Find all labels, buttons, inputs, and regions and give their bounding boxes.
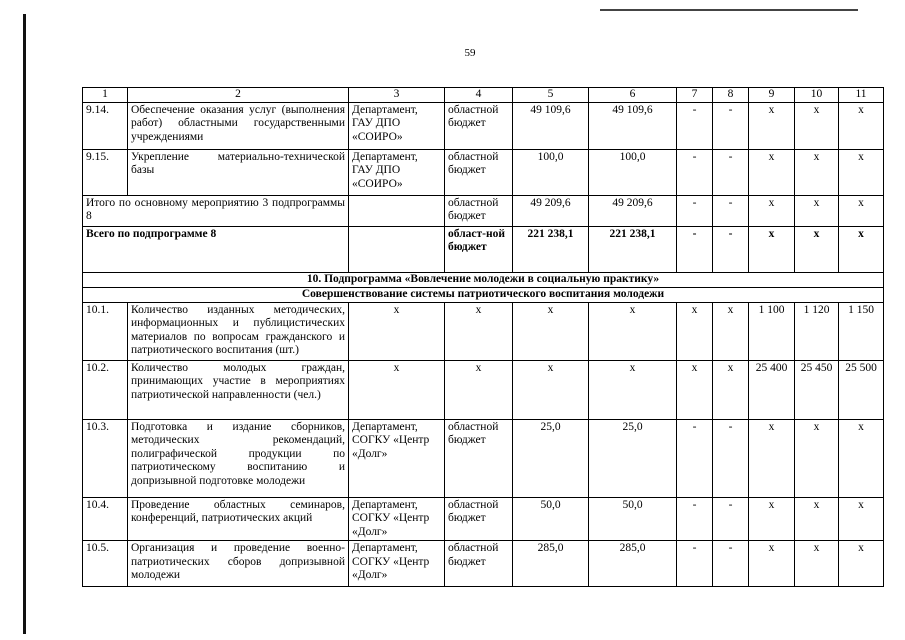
row-source: областной бюджет — [445, 497, 513, 541]
total-name: Итого по основному мероприятию 3 подпрограммы 8 — [83, 195, 349, 226]
row-executor: x — [349, 360, 445, 419]
row-value-10: 25 450 — [795, 360, 839, 419]
total-row — [83, 226, 884, 272]
row-name: Подготовка и издание сборников, методических рекомендаций, полиграфической продукции по патриотическому воспитанию и допризывной подготовке молодежи — [128, 419, 349, 497]
row-executor: Департамент, СОГКУ «Центр «Долг» — [349, 419, 445, 497]
total-value-9: x — [749, 195, 795, 226]
table-row — [83, 541, 884, 587]
total-executor — [349, 195, 445, 226]
column-header-10: 10 — [795, 88, 839, 103]
row-value-8: - — [713, 102, 749, 149]
row-executor: Департамент, СОГКУ «Центр «Долг» — [349, 497, 445, 541]
total-row — [83, 195, 884, 226]
top-rule — [600, 9, 858, 11]
total-value-10: x — [795, 195, 839, 226]
total-value-7: - — [677, 195, 713, 226]
row-source: областной бюджет — [445, 149, 513, 195]
row-value-11: 25 500 — [839, 360, 884, 419]
column-header-9: 9 — [749, 88, 795, 103]
row-value-6: x — [589, 360, 677, 419]
row-value-11: x — [839, 541, 884, 587]
row-number: 10.1. — [83, 302, 128, 360]
row-name: Укрепление материально-технической базы — [128, 149, 349, 195]
row-executor: Департамент, ГАУ ДПО «СОИРО» — [349, 149, 445, 195]
row-executor: Департамент, ГАУ ДПО «СОИРО» — [349, 102, 445, 149]
row-value-8: x — [713, 302, 749, 360]
total-source: областной бюджет — [445, 195, 513, 226]
row-value-10: x — [795, 497, 839, 541]
total-value-9: x — [749, 226, 795, 272]
header-row — [83, 88, 884, 103]
column-header-8: 8 — [713, 88, 749, 103]
row-name: Обеспечение оказания услуг (выполнения работ) областными государственными учреждениями — [128, 102, 349, 149]
row-value-9: 1 100 — [749, 302, 795, 360]
page-number: 59 — [464, 47, 476, 59]
section-subtitle — [83, 287, 884, 302]
total-value-6: 221 238,1 — [589, 226, 677, 272]
table-row — [83, 102, 884, 149]
row-source: областной бюджет — [445, 419, 513, 497]
row-value-6: 25,0 — [589, 419, 677, 497]
total-executor — [349, 226, 445, 272]
table-row — [83, 497, 884, 541]
row-value-11: x — [839, 497, 884, 541]
row-value-7: x — [677, 360, 713, 419]
row-name: Проведение областных семинаров, конференций, патриотических акций — [128, 497, 349, 541]
row-value-8: - — [713, 149, 749, 195]
column-header-3: 3 — [349, 88, 445, 103]
total-value-8: - — [713, 226, 749, 272]
total-value-11: x — [839, 195, 884, 226]
column-header-7: 7 — [677, 88, 713, 103]
row-value-7: - — [677, 419, 713, 497]
total-value-5: 49 209,6 — [513, 195, 589, 226]
row-value-8: - — [713, 497, 749, 541]
column-header-6: 6 — [589, 88, 677, 103]
row-value-11: 1 150 — [839, 302, 884, 360]
row-value-11: x — [839, 419, 884, 497]
total-name: Всего по подпрограмме 8 — [83, 226, 349, 272]
row-value-10: x — [795, 149, 839, 195]
table-row — [83, 419, 884, 497]
row-name: Количество молодых граждан, принимающих участие в мероприятиях патриотической направленности (чел.) — [128, 360, 349, 419]
row-executor: Департамент, СОГКУ «Центр «Долг» — [349, 541, 445, 587]
row-source: x — [445, 302, 513, 360]
row-name: Организация и проведение военно-патриотических сборов допризывной молодежи — [128, 541, 349, 587]
section-subtitle-cell: Совершенствование системы патриотического воспитания молодежи — [83, 287, 884, 302]
row-value-10: x — [795, 102, 839, 149]
row-number: 9.14. — [83, 102, 128, 149]
total-value-7: - — [677, 226, 713, 272]
row-value-5: 100,0 — [513, 149, 589, 195]
row-value-5: 50,0 — [513, 497, 589, 541]
row-number: 10.5. — [83, 541, 128, 587]
row-number: 9.15. — [83, 149, 128, 195]
row-value-7: - — [677, 102, 713, 149]
row-value-7: - — [677, 541, 713, 587]
row-number: 10.2. — [83, 360, 128, 419]
row-value-8: - — [713, 541, 749, 587]
row-value-9: x — [749, 149, 795, 195]
total-value-11: x — [839, 226, 884, 272]
row-value-7: - — [677, 497, 713, 541]
section-title-cell: 10. Подпрограмма «Вовлечение молодежи в социальную практику» — [83, 272, 884, 287]
row-value-11: x — [839, 102, 884, 149]
binder-edge — [23, 14, 26, 634]
total-value-6: 49 209,6 — [589, 195, 677, 226]
column-header-5: 5 — [513, 88, 589, 103]
column-header-1: 1 — [83, 88, 128, 103]
row-value-9: x — [749, 102, 795, 149]
row-value-7: - — [677, 149, 713, 195]
row-value-5: 49 109,6 — [513, 102, 589, 149]
total-value-5: 221 238,1 — [513, 226, 589, 272]
row-executor: x — [349, 302, 445, 360]
row-value-11: x — [839, 149, 884, 195]
row-name: Количество изданных методических, информационных и публицистических материалов по вопросам гражданского и патриотического воспитания (шт.) — [128, 302, 349, 360]
row-value-10: x — [795, 419, 839, 497]
total-source: област-ной бюджет — [445, 226, 513, 272]
column-header-11: 11 — [839, 88, 884, 103]
column-header-4: 4 — [445, 88, 513, 103]
row-value-7: x — [677, 302, 713, 360]
row-value-9: x — [749, 541, 795, 587]
row-number: 10.4. — [83, 497, 128, 541]
total-value-10: x — [795, 226, 839, 272]
row-source: областной бюджет — [445, 541, 513, 587]
row-value-5: x — [513, 302, 589, 360]
row-value-8: - — [713, 419, 749, 497]
column-header-2: 2 — [128, 88, 349, 103]
table-row — [83, 149, 884, 195]
row-value-9: 25 400 — [749, 360, 795, 419]
row-value-8: x — [713, 360, 749, 419]
row-value-6: 100,0 — [589, 149, 677, 195]
table-row — [83, 302, 884, 360]
row-value-5: x — [513, 360, 589, 419]
row-source: областной бюджет — [445, 102, 513, 149]
row-value-5: 285,0 — [513, 541, 589, 587]
row-value-6: 50,0 — [589, 497, 677, 541]
total-value-8: - — [713, 195, 749, 226]
row-value-10: 1 120 — [795, 302, 839, 360]
budget-table — [82, 87, 884, 587]
table-row — [83, 360, 884, 419]
row-value-6: x — [589, 302, 677, 360]
row-value-6: 285,0 — [589, 541, 677, 587]
row-value-5: 25,0 — [513, 419, 589, 497]
row-source: x — [445, 360, 513, 419]
row-value-10: x — [795, 541, 839, 587]
row-value-9: x — [749, 497, 795, 541]
row-value-6: 49 109,6 — [589, 102, 677, 149]
row-value-9: x — [749, 419, 795, 497]
row-number: 10.3. — [83, 419, 128, 497]
section-title — [83, 272, 884, 287]
